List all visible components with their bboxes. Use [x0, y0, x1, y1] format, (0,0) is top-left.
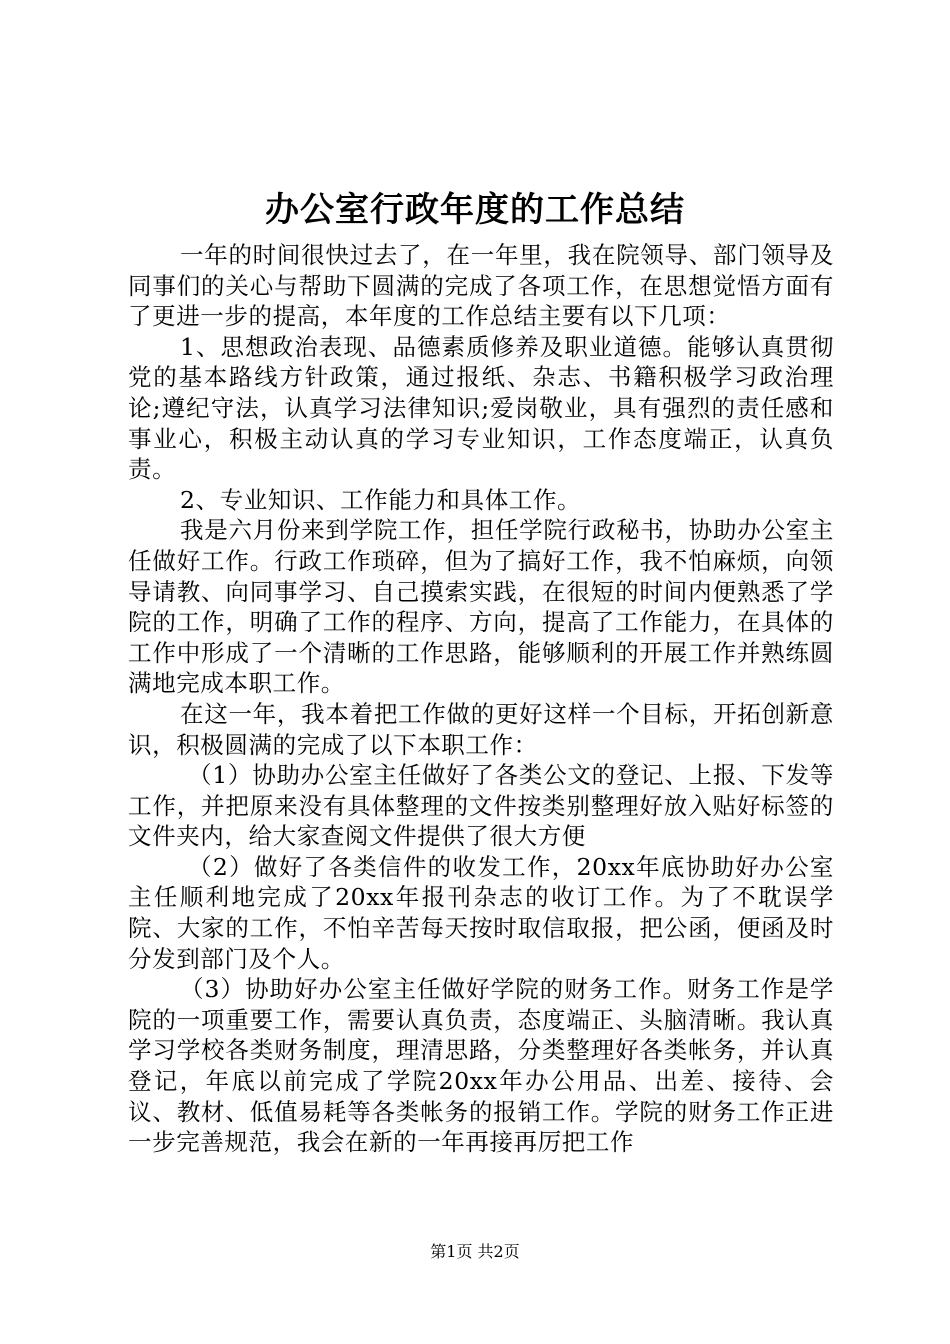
- document-title: 办公室行政年度的工作总结: [265, 190, 685, 230]
- paragraph-item-1: 1、思想政治表现、品德素质修养及职业道德。能够认真贯彻党的基本路线方针政策，通过报纸、杂志、书籍积极学习政治理论;遵纪守法，认真学习法律知识;爱岗敬业，具有强烈的责任感和事业心，积极主动认真的学习专业知识，工作态度端正，认真负责。: [128, 332, 834, 484]
- paragraph-year-goal: 在这一年，我本着把工作做的更好这样一个目标，开拓创新意识，积极圆满的完成了以下本职工作：: [128, 699, 834, 759]
- document-body: [128, 240, 834, 1158]
- paragraph-work-detail: 我是六月份来到学院工作，担任学院行政秘书，协助办公室主任做好工作。行政工作琐碎，但为了搞好工作，我不怕麻烦，向领导请教、向同事学习、自己摸索实践，在很短的时间内便熟悉了学院的工作，明确了工作的程序、方向，提高了工作能力，在具体的工作中形成了一个清晰的工作思路，能够顺利的开展工作并熟练圆满地完成本职工作。: [128, 516, 834, 698]
- paragraph-item-2: 2、专业知识、工作能力和具体工作。: [180, 485, 582, 514]
- paragraph-intro: 一年的时间很快过去了，在一年里，我在院领导、部门领导及同事们的关心与帮助下圆满的完成了各项工作，在思想觉悟方面有了更进一步的提高，本年度的工作总结主要有以下几项：: [128, 241, 834, 331]
- paragraph-task-3: （3）协助好办公室主任做好学院的财务工作。财务工作是学院的一项重要工作，需要认真负责，态度端正、头脑清晰。我认真学习学校各类财务制度，理清思路，分类整理好各类帐务，并认真登记，年底以前完成了学院20xx年办公用品、出差、接待、会议、教材、低值易耗等各类帐务的报销工作。学院的财务工作正进一步完善规范，我会在新的一年再接再厉把工作: [128, 975, 834, 1157]
- page-footer: 第1页 共2页: [430, 1242, 520, 1261]
- paragraph-task-1: （1）协助办公室主任做好了各类公文的登记、上报、下发等工作，并把原来没有具体整理的文件按类别整理好放入贴好标签的文件夹内，给大家查阅文件提供了很大方便: [128, 761, 834, 851]
- paragraph-task-2: （2）做好了各类信件的收发工作，20xx年底协助好办公室主任顺利地完成了20xx年报刊杂志的收订工作。为了不耽误学院、大家的工作，不怕辛苦每天按时取信取报，把公函，便函及时分发到部门及个人。: [128, 852, 834, 973]
